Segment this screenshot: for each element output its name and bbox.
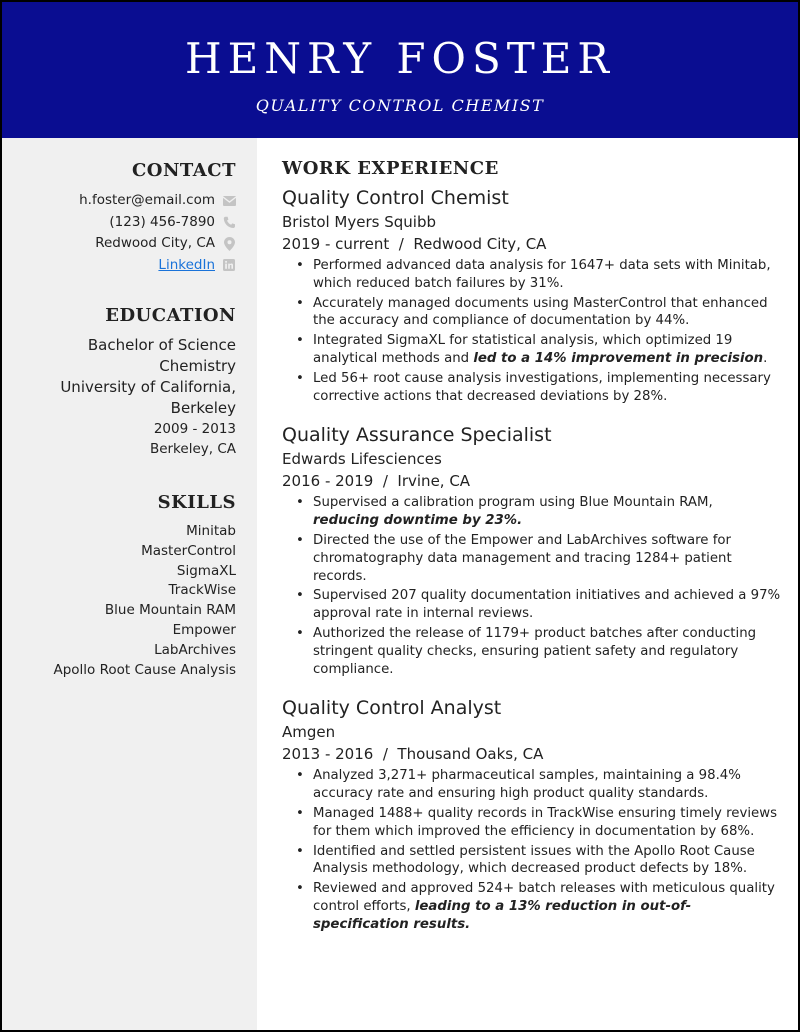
header-banner bbox=[2, 2, 798, 138]
job-company: Edwards Lifesciences bbox=[282, 450, 442, 469]
education-school-line2: Berkeley bbox=[170, 399, 236, 417]
job-bullet: • Supervised 207 quality documentation initiatives and achieved a 97% approval rate in internal reviews. bbox=[313, 587, 782, 623]
skill-item: MasterControl bbox=[141, 542, 236, 559]
main-content bbox=[282, 158, 782, 951]
job-bullet: • Directed the use of the Empower and LabArchives software for chromatography data management and tracing 1284+ patient records. bbox=[313, 532, 782, 585]
job-bullet: • Identified and settled persistent issues with the Apollo Root Cause Analysis methodology, which decreased product defects by 18%. bbox=[313, 843, 782, 879]
bullet-text: Integrated SigmaXL for statistical analysis, which optimized 19 analytical methods and bbox=[313, 333, 733, 366]
job-bullets bbox=[282, 767, 782, 933]
education-location: Berkeley, CA bbox=[149, 441, 236, 457]
sidebar bbox=[2, 138, 257, 1030]
bullet-text: . bbox=[763, 350, 768, 366]
location-pin-icon bbox=[222, 237, 236, 251]
contact-heading: CONTACT bbox=[131, 160, 236, 181]
skill-item: Empower bbox=[172, 621, 236, 638]
job-company: Bristol Myers Squibb bbox=[282, 213, 436, 231]
job-bullet: • Accurately managed documents using MasterControl that enhanced the accuracy and compliance of documentation by 44%. bbox=[313, 295, 782, 331]
job-dates-location: 2016 - 2019 / Irvine, CA bbox=[282, 472, 471, 491]
linkedin-icon bbox=[222, 259, 236, 271]
phone-text: (123) 456-7890 bbox=[109, 213, 215, 230]
candidate-name: HENRY FOSTER bbox=[184, 34, 616, 83]
education-major: Chemistry bbox=[159, 357, 236, 375]
job-bullets bbox=[282, 257, 782, 405]
job-entry bbox=[282, 695, 782, 933]
education-heading: EDUCATION bbox=[105, 305, 236, 326]
skill-item: TrackWise bbox=[168, 582, 236, 599]
job-title: Quality Control Chemist bbox=[282, 187, 509, 209]
job-entry bbox=[282, 185, 782, 405]
skill-item: SigmaXL bbox=[176, 562, 236, 579]
bullet-emphasis: reducing downtime by 23%. bbox=[313, 513, 523, 529]
job-bullet: • Performed advanced data analysis for 1647+ data sets with Minitab, which reduced batch failures by 31%. bbox=[313, 257, 782, 293]
job-dates-location: 2013 - 2016 / Thousand Oaks, CA bbox=[282, 745, 544, 764]
bullet-emphasis: led to a 14% improvement in precision bbox=[473, 350, 764, 366]
candidate-title: QUALITY CONTROL CHEMIST bbox=[255, 96, 545, 115]
skill-item: Minitab bbox=[186, 523, 236, 539]
job-bullet bbox=[313, 494, 782, 530]
bullet-emphasis: leading to a 13% reduction in out-of-specification results. bbox=[313, 898, 692, 932]
job-title: Quality Control Analyst bbox=[282, 697, 502, 720]
linkedin-link[interactable]: LinkedIn bbox=[158, 256, 215, 273]
job-title: Quality Assurance Specialist bbox=[282, 424, 552, 447]
contact-location bbox=[12, 233, 236, 255]
job-bullet bbox=[313, 332, 782, 368]
education-school-line1: University of California, bbox=[60, 378, 236, 396]
job-bullet: • Authorized the release of 1179+ product batches after conducting stringent quality checks, ensuring patient safety and regulatory compliance. bbox=[313, 625, 782, 678]
phone-icon bbox=[222, 216, 236, 229]
education-years: 2009 - 2013 bbox=[153, 421, 236, 437]
job-company: Amgen bbox=[282, 723, 336, 742]
job-bullet: • Managed 1488+ quality records in TrackWise ensuring timely reviews for them which improved the efficiency in documentation by 68%. bbox=[313, 805, 782, 841]
job-dates-location: 2019 - current / Redwood City, CA bbox=[282, 235, 547, 253]
bullet-text: Reviewed and approved 524+ batch releases with meticulous quality control efforts, bbox=[313, 881, 775, 914]
education-degree: Bachelor of Science bbox=[87, 336, 236, 354]
skills-heading: SKILLS bbox=[157, 492, 236, 513]
contact-email bbox=[12, 190, 236, 212]
skill-item: Apollo Root Cause Analysis bbox=[53, 661, 236, 678]
job-entry bbox=[282, 422, 782, 678]
job-bullet: • Analyzed 3,271+ pharmaceutical samples, maintaining a 98.4% accuracy rate and ensuring high product quality standards. bbox=[313, 767, 782, 803]
job-bullet: • Led 56+ root cause analysis investigations, implementing necessary corrective actions that decreased deviations by 28%. bbox=[313, 370, 782, 406]
contact-linkedin bbox=[12, 255, 236, 277]
location-text: Redwood City, CA bbox=[95, 235, 215, 251]
skill-item: LabArchives bbox=[154, 641, 236, 658]
bullet-text: Supervised a calibration program using Blue Mountain RAM, bbox=[313, 495, 713, 511]
contact-phone bbox=[12, 212, 236, 234]
job-bullet bbox=[313, 880, 782, 933]
skill-item: Blue Mountain RAM bbox=[104, 602, 236, 619]
job-bullets bbox=[282, 494, 782, 678]
email-text: h.foster@email.com bbox=[79, 192, 215, 208]
envelope-icon bbox=[222, 196, 236, 206]
work-experience-heading: WORK EXPERIENCE bbox=[282, 158, 499, 179]
